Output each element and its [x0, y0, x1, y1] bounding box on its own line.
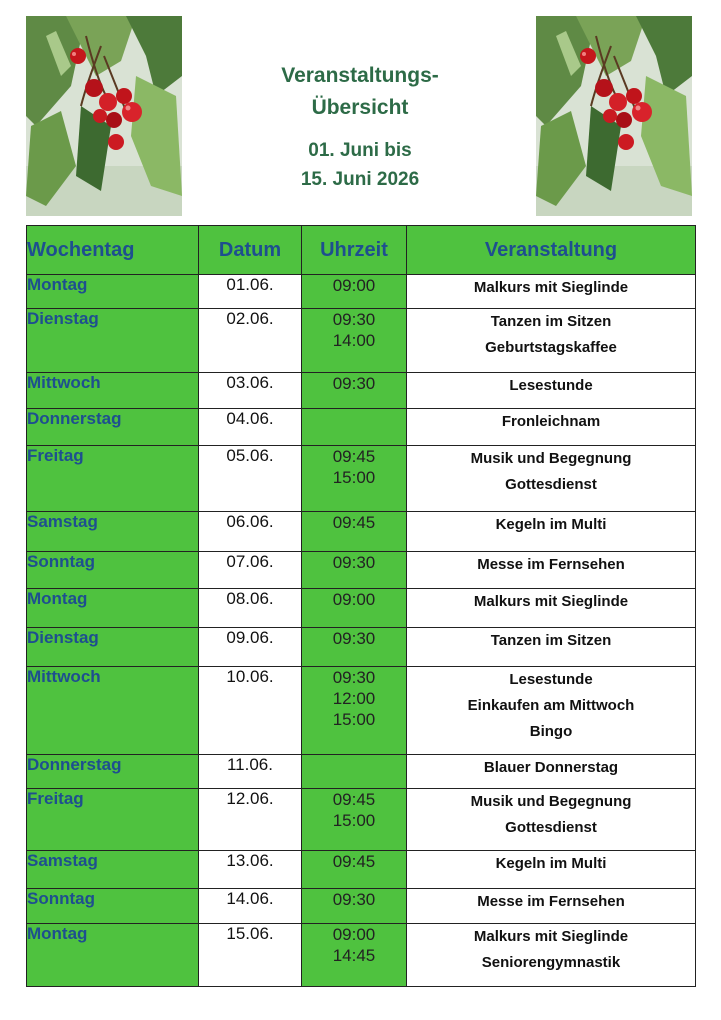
time-value: 09:30: [332, 553, 376, 572]
date-cell: 05.06.: [199, 446, 302, 512]
title-line-1: Veranstaltungs-: [281, 64, 439, 87]
event-cell: [407, 275, 696, 309]
time-cell: [302, 667, 407, 755]
event-name: Blauer Donnerstag: [483, 759, 619, 776]
time-cell: [302, 275, 407, 309]
table-row: [27, 446, 696, 512]
table-row: [27, 589, 696, 628]
schedule-rows: [27, 275, 696, 987]
table-header-row: [27, 226, 696, 275]
time-value: 15:00: [332, 811, 376, 830]
schedule-table: [26, 225, 696, 987]
time-cell: [302, 755, 407, 789]
weekday-cell: Samstag: [27, 851, 199, 889]
time-value: 09:30: [332, 668, 376, 687]
time-cell: [302, 924, 407, 987]
date-cell: 11.06.: [199, 755, 302, 789]
event-cell: [407, 309, 696, 373]
event-name: Fronleichnam: [501, 413, 601, 430]
weekday-cell: Donnerstag: [27, 409, 199, 446]
event-name: Kegeln im Multi: [495, 516, 607, 533]
time-cell: [302, 512, 407, 552]
time-value: 09:30: [332, 629, 376, 648]
date-cell: 15.06.: [199, 924, 302, 987]
event-name: Geburtstagskaffee: [485, 339, 617, 356]
event-name: Seniorengymnastik: [481, 954, 621, 971]
event-name: Tanzen im Sitzen: [490, 632, 612, 649]
event-name: Malkurs mit Sieglinde: [473, 593, 629, 610]
time-value: 09:30: [332, 890, 376, 909]
cherry-photo-left: [26, 16, 182, 216]
time-value: 09:45: [332, 852, 376, 871]
weekday-cell: Mittwoch: [27, 373, 199, 409]
table-row: [27, 889, 696, 924]
time-value: 09:45: [332, 513, 376, 532]
header-time: Uhrzeit: [302, 226, 407, 275]
event-name: Kegeln im Multi: [495, 855, 607, 872]
event-name: Lesestunde: [509, 671, 593, 688]
time-cell: [302, 851, 407, 889]
table-row: [27, 628, 696, 667]
time-cell: [302, 373, 407, 409]
table-row: [27, 552, 696, 589]
table-row: [27, 755, 696, 789]
date-range-end: 15. Juni 2026: [300, 169, 420, 190]
event-name: Lesestunde: [509, 377, 593, 394]
time-cell: [302, 628, 407, 667]
event-name: Gottesdienst: [505, 476, 597, 493]
event-cell: [407, 851, 696, 889]
event-cell: [407, 589, 696, 628]
event-cell: [407, 628, 696, 667]
weekday-cell: Dienstag: [27, 628, 199, 667]
event-name: Tanzen im Sitzen: [490, 313, 612, 330]
event-name: Messe im Fernsehen: [477, 893, 625, 910]
event-name: Musik und Begegnung: [470, 793, 632, 810]
event-cell: [407, 924, 696, 987]
weekday-cell: Sonntag: [27, 889, 199, 924]
page-title: [190, 60, 530, 124]
time-value: 09:45: [332, 447, 376, 466]
cherry-photo-right: [536, 16, 692, 216]
event-name: Bingo: [529, 723, 573, 740]
time-value: 09:30: [332, 374, 376, 393]
event-name: Musik und Begegnung: [470, 450, 632, 467]
time-value: 15:00: [332, 468, 376, 487]
event-cell: [407, 373, 696, 409]
event-cell: [407, 409, 696, 446]
time-value: 09:00: [332, 925, 376, 944]
weekday-cell: Sonntag: [27, 552, 199, 589]
event-name: Einkaufen am Mittwoch: [467, 697, 635, 714]
weekday-cell: Freitag: [27, 789, 199, 851]
page-header: [190, 60, 530, 194]
event-name: Gottesdienst: [505, 819, 597, 836]
time-value: 09:00: [332, 590, 376, 609]
event-cell: [407, 889, 696, 924]
time-value: 15:00: [332, 710, 376, 729]
weekday-cell: Montag: [27, 589, 199, 628]
date-cell: 13.06.: [199, 851, 302, 889]
event-cell: [407, 789, 696, 851]
weekday-cell: Donnerstag: [27, 755, 199, 789]
date-cell: 09.06.: [199, 628, 302, 667]
time-value: 14:45: [332, 946, 376, 965]
table-row: [27, 512, 696, 552]
date-cell: 07.06.: [199, 552, 302, 589]
weekday-cell: Samstag: [27, 512, 199, 552]
weekday-cell: Montag: [27, 275, 199, 309]
time-value: 09:45: [332, 790, 376, 809]
table-row: [27, 275, 696, 309]
time-value: 09:00: [332, 276, 376, 295]
time-cell: [302, 552, 407, 589]
time-value: 12:00: [332, 689, 376, 708]
header-weekday: Wochentag: [27, 226, 199, 275]
table-row: [27, 309, 696, 373]
weekday-cell: Freitag: [27, 446, 199, 512]
table-row: [27, 789, 696, 851]
time-value: 09:30: [332, 310, 376, 329]
event-cell: [407, 667, 696, 755]
date-cell: 12.06.: [199, 789, 302, 851]
table-row: [27, 851, 696, 889]
event-name: Messe im Fernsehen: [477, 556, 625, 573]
weekday-cell: Mittwoch: [27, 667, 199, 755]
table-row: [27, 373, 696, 409]
event-cell: [407, 512, 696, 552]
time-cell: [302, 409, 407, 446]
header-event: Veranstaltung: [407, 226, 696, 275]
date-cell: 03.06.: [199, 373, 302, 409]
time-cell: [302, 889, 407, 924]
date-cell: 01.06.: [199, 275, 302, 309]
time-cell: [302, 589, 407, 628]
event-cell: [407, 552, 696, 589]
event-cell: [407, 446, 696, 512]
title-line-2: Übersicht: [311, 96, 409, 119]
weekday-cell: Montag: [27, 924, 199, 987]
date-range-start: 01. Juni bis: [308, 140, 412, 161]
event-name: Malkurs mit Sieglinde: [473, 928, 629, 945]
event-cell: [407, 755, 696, 789]
weekday-cell: Dienstag: [27, 309, 199, 373]
event-name: Malkurs mit Sieglinde: [473, 279, 629, 296]
date-cell: 02.06.: [199, 309, 302, 373]
time-value: 14:00: [332, 331, 376, 350]
date-cell: 04.06.: [199, 409, 302, 446]
time-cell: [302, 446, 407, 512]
time-cell: [302, 789, 407, 851]
date-cell: 08.06.: [199, 589, 302, 628]
date-cell: 14.06.: [199, 889, 302, 924]
table-row: [27, 409, 696, 446]
table-row: [27, 667, 696, 755]
date-cell: 10.06.: [199, 667, 302, 755]
time-cell: [302, 309, 407, 373]
date-range: [190, 136, 530, 194]
table-row: [27, 924, 696, 987]
header-date: Datum: [199, 226, 302, 275]
date-cell: 06.06.: [199, 512, 302, 552]
